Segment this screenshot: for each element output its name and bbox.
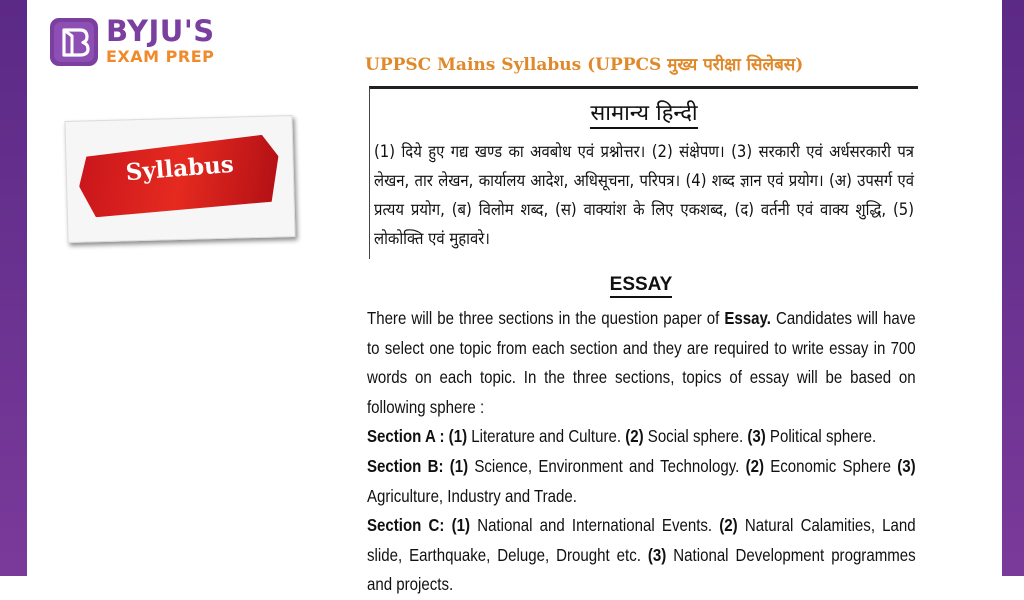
essay-section-b: Section B: (1) Science, Environment and Technology. (2) Economic Sphere (3) Agriculture, Industry and Trade. — [367, 455, 916, 506]
right-edge-band — [1002, 0, 1024, 576]
brand-name: BYJU'S — [106, 14, 215, 48]
hindi-body: (1) दिये हुए गद्य खण्ड का अवबोध एवं प्रश्नोत्तर। (2) संक्षेपण। (3) सरकारी एवं अर्धसरकारी पत्र लेखन, तार लेखन, कार्यालय आदेश, अधिसूचना, परिपत्र। (4) शब्द ज्ञान एवं प्रयोग। (अ) उपसर्ग एवं प्रत्यय प्रयोग, (ब) विलोम शब्द, (स) वाक्यांश के लिए एकशब्द, (द) वर्तनी एवं वाक्य शुद्धि, (5) लोकोक्ति एवं मुहावरे। — [374, 142, 914, 248]
essay-section-a: Section A : (1) Literature and Culture. (2) Social sphere. (3) Political sphere. — [367, 426, 877, 447]
essay-section — [367, 272, 916, 595]
byjus-b-icon — [50, 18, 98, 66]
syllabus-badge-image — [64, 115, 295, 243]
page-title: UPPSC Mains Syllabus (UPPCS मुख्य परीक्षा सिलेबस) — [365, 55, 804, 75]
essay-heading: ESSAY — [610, 274, 673, 298]
byjus-exam-prep-logo — [50, 14, 225, 70]
left-edge-band — [0, 0, 27, 576]
essay-body — [367, 304, 916, 600]
brand-subtitle: EXAM PREP — [106, 47, 215, 66]
badge-text: Syllabus — [124, 150, 235, 187]
general-hindi-section — [369, 86, 918, 259]
essay-intro: There will be three sections in the question paper of Essay. Candidates will have to select one topic from each section and they are required to write essay in 700 words on each topic. In the three sections, topics of essay will be based on following sphere : — [367, 308, 916, 417]
essay-section-c: Section C: (1) National and International Events. (2) Natural Calamities, Land slide, Earthquake, Deluge, Drought etc. (3) National Development programmes and projects. — [367, 515, 916, 595]
hindi-heading: सामान्य हिन्दी — [590, 101, 697, 129]
